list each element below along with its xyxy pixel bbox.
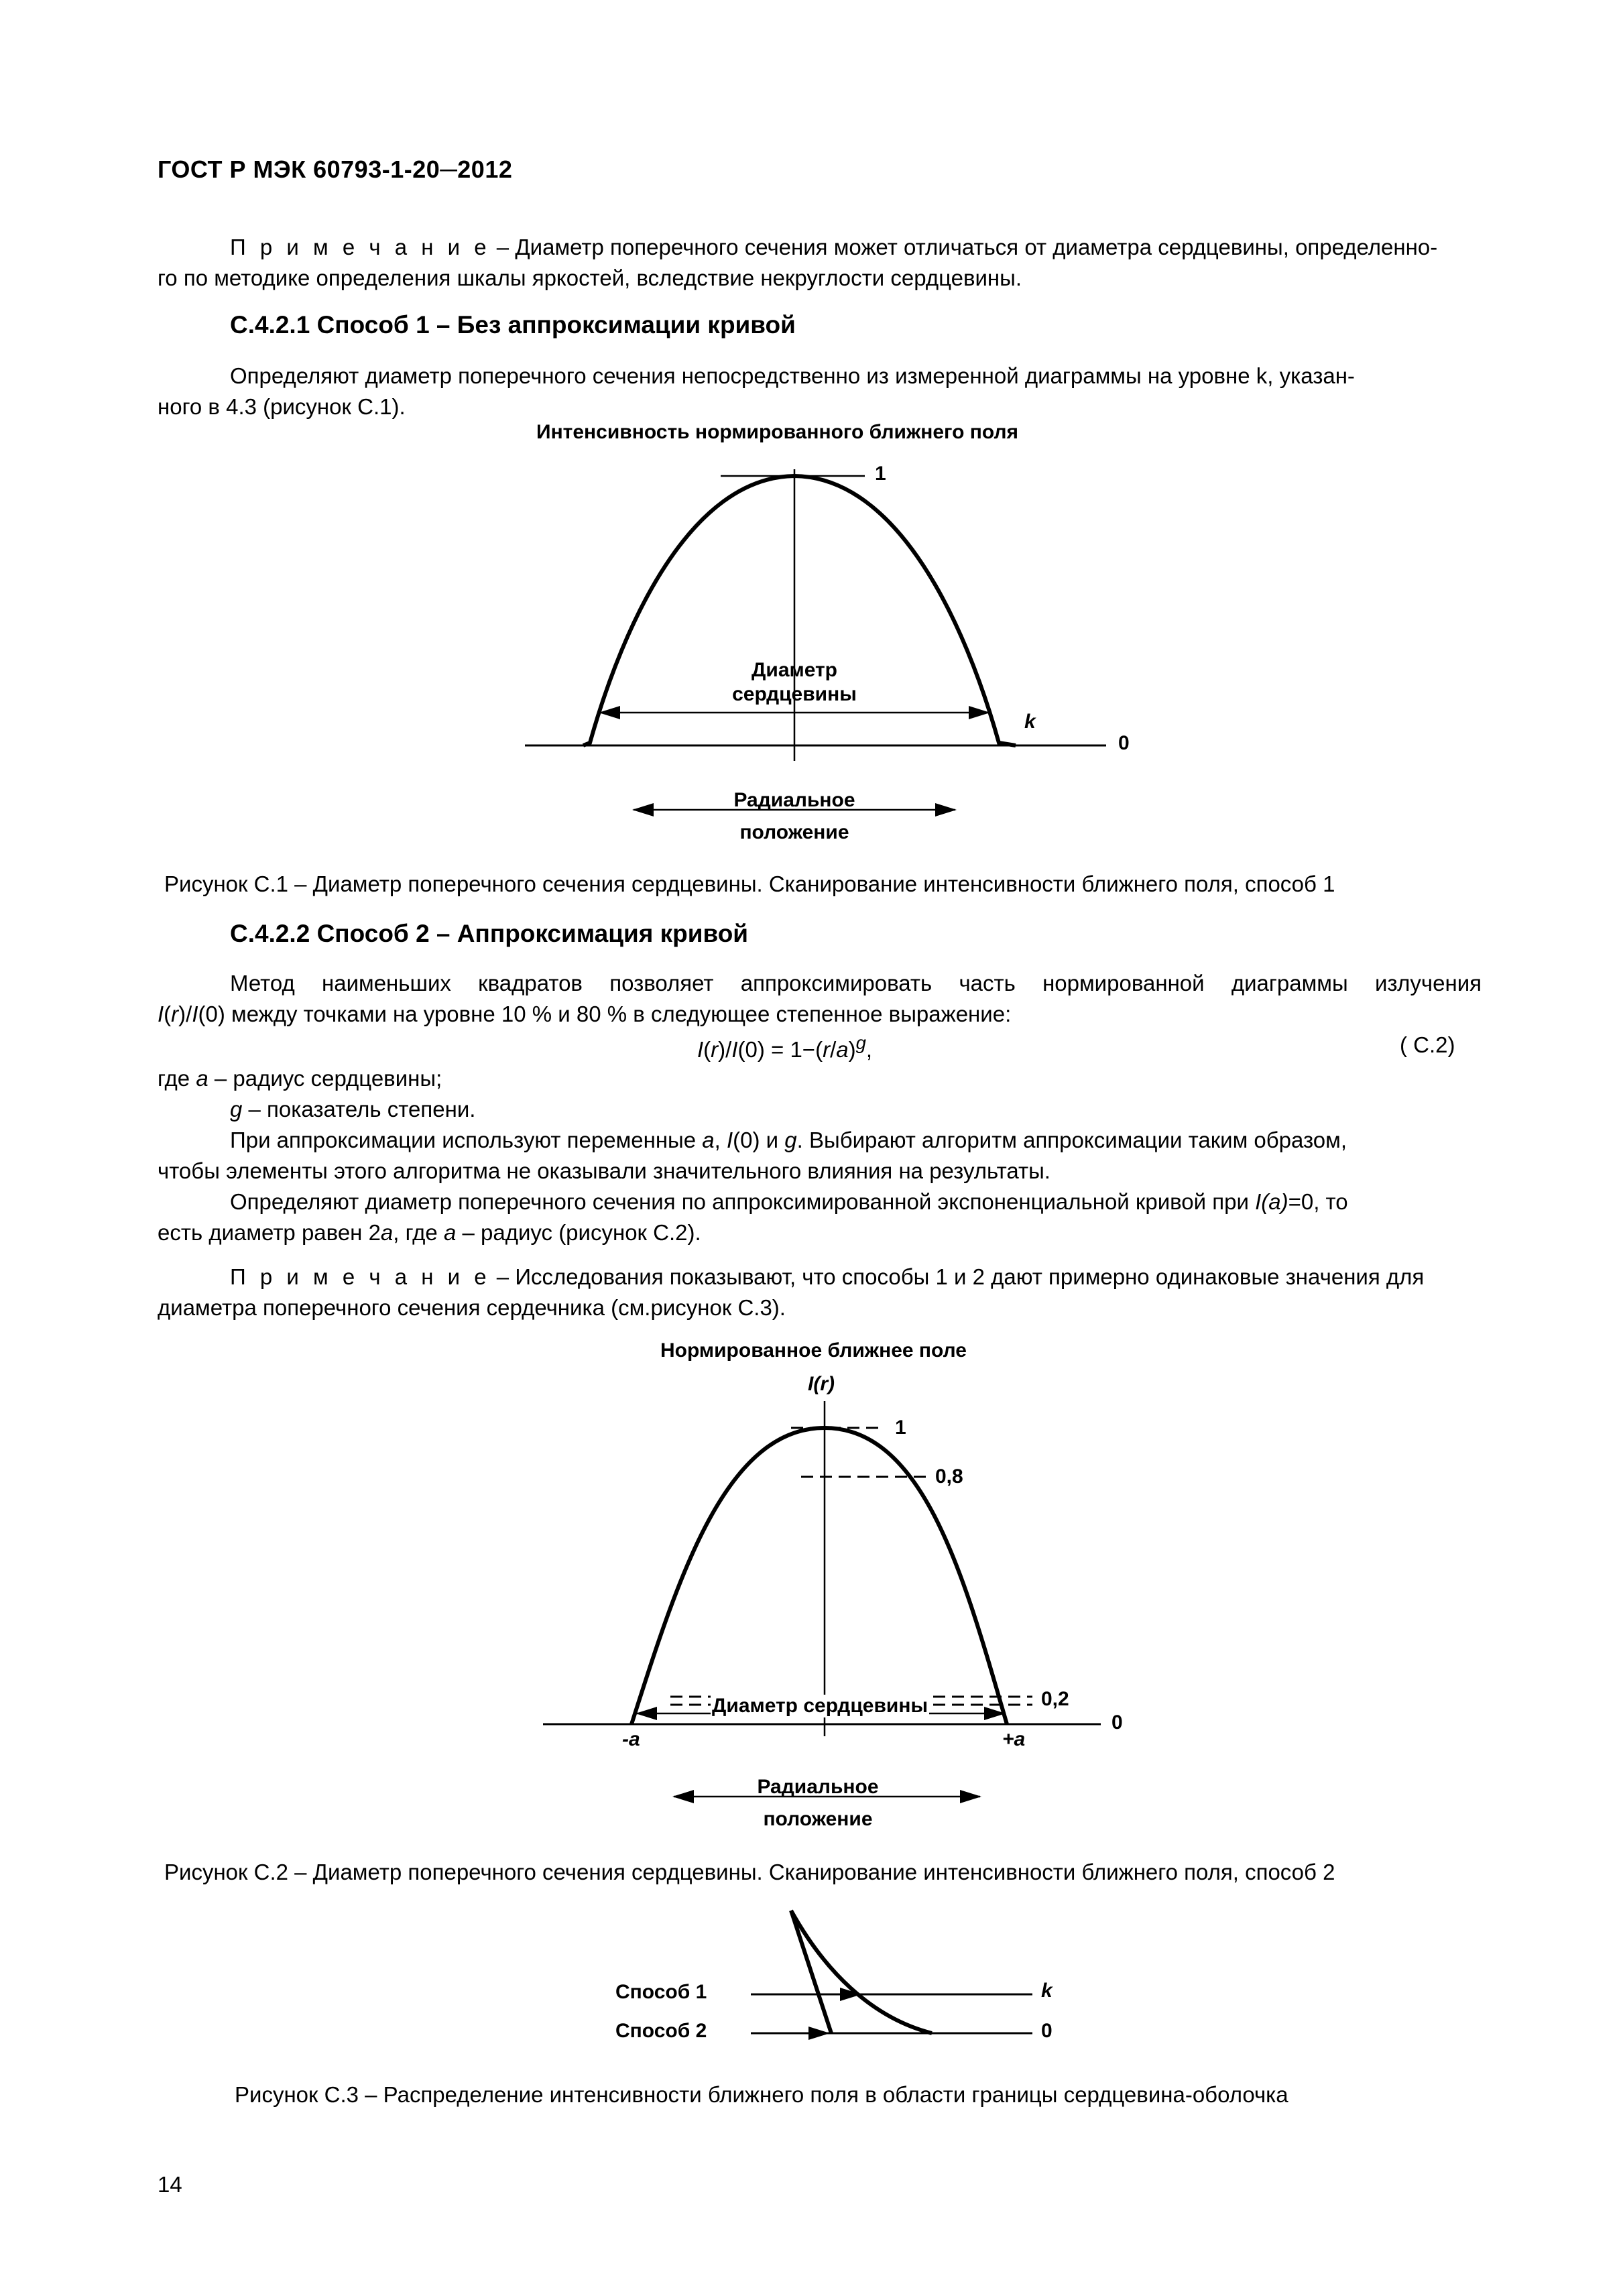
figure-3-caption: Рисунок С.3 – Распределение интенсивности ближнего поля в области границы сердцевина-оболочка xyxy=(235,2082,1288,2107)
section-1-para-line2: ного в 4.3 (рисунок С.1). xyxy=(158,394,406,419)
figure-2-label-02: 0,2 xyxy=(1041,1688,1069,1710)
figure-3-arrowhead-method-2 xyxy=(808,2027,830,2040)
figure-2-axis-label: I(r) xyxy=(808,1373,835,1395)
figure-3-label-k: k xyxy=(1041,1980,1053,2002)
figure-2-caption: Рисунок С.2 – Диаметр поперечного сечения сердцевины. Сканирование интенсивности ближнего поля, способ 2 xyxy=(164,1860,1335,1884)
section-2-heading: С.4.2.2 Способ 2 – Аппроксимация кривой xyxy=(230,920,749,947)
figure-1-label-one: 1 xyxy=(875,463,886,485)
figure-3-method-1-label: Способ 1 xyxy=(615,1981,707,2003)
section-2-para2-line2: чтобы элементы этого алгоритма не оказывали значительного влияния на результаты. xyxy=(158,1158,1050,1183)
figure-1-diameter-line1: Диаметр xyxy=(752,659,837,681)
page-number: 14 xyxy=(158,2172,182,2197)
figure-3-label-zero: 0 xyxy=(1041,2020,1053,2042)
figure-3-fit-line xyxy=(791,1911,831,2033)
figure-2-label-plus-a: +a xyxy=(1002,1728,1026,1750)
section-2-para1-line1: Метод наименьших квадратов позволяет аппроксимировать часть нормированной диаграммы излучения xyxy=(230,971,1482,995)
section-2-para3-line2: есть диаметр равен 2a, где a – радиус (рисунок С.2). xyxy=(158,1220,701,1245)
figure-1-radial-line1: Радиальное xyxy=(733,789,855,811)
figure-1-radial-line2: положение xyxy=(739,821,849,843)
figure-3-method-2-label: Способ 2 xyxy=(615,2020,707,2042)
equation-c2: $I(r)/I(0) = 1-(r/a)^g$, xyxy=(697,1032,873,1062)
figure-1-label-zero: 0 xyxy=(1118,732,1130,754)
section-1-para-line1: Определяют диаметр поперечного сечения непосредственно из измеренной диаграммы на уровне k, указан- xyxy=(230,363,1355,388)
section-2-para2-line1: При аппроксимации используют переменные a, I(0) и g. Выбирают алгоритм аппроксимации таким образом, xyxy=(230,1128,1347,1152)
figure-2-label-minus-a: -a xyxy=(622,1728,640,1750)
figure-1-label-k: k xyxy=(1024,711,1036,733)
figure-2-label-zero: 0 xyxy=(1111,1711,1123,1734)
section-2-para1-line2: I(r)/I(0) между точками на уровне 10 % и 80 % в следующее степенное выражение: xyxy=(158,1002,1012,1026)
figure-2-label-08: 0,8 xyxy=(935,1465,963,1488)
figure-1-title: Интенсивность нормированного ближнего поля xyxy=(536,421,1019,443)
note-2-text-line2: диаметра поперечного сечения сердечника (см.рисунок С.3). xyxy=(158,1295,786,1320)
figure-2-diameter-label: Диаметр сердцевины xyxy=(712,1695,928,1717)
where-g: g – показатель степени. xyxy=(230,1097,476,1122)
note-1-label: П р и м е ч а н и е xyxy=(230,235,491,259)
note-1-text-line1: – Диаметр поперечного сечения может отличаться от диаметра сердцевины, определенно- xyxy=(490,235,1438,259)
figure-2-radial-line1: Радиальное xyxy=(757,1776,879,1798)
section-1-heading: С.4.2.1 Способ 1 – Без аппроксимации кривой xyxy=(230,311,796,339)
figure-2-label-one: 1 xyxy=(895,1416,906,1439)
where-a: где a – радиус сердцевины; xyxy=(158,1066,442,1091)
figure-1-diameter-line2: сердцевины xyxy=(732,683,857,705)
note-2-label: П р и м е ч а н и е xyxy=(230,1264,491,1289)
note-2-text-line1: – Исследования показывают, что способы 1 и 2 дают примерно одинаковые значения для xyxy=(490,1264,1425,1289)
equation-number: ( С.2) xyxy=(1400,1032,1455,1057)
section-2-para3-line1: Определяют диаметр поперечного сечения по аппроксимированной экспоненциальной кривой при I(a)=0, то xyxy=(230,1189,1348,1214)
document-header: ГОСТ Р МЭК 60793-1-20─2012 xyxy=(158,156,513,183)
figure-2-radial-line2: положение xyxy=(763,1808,873,1830)
figure-2-title: Нормированное ближнее поле xyxy=(660,1339,967,1362)
note-1-text-line2: го по методике определения шкалы яркостей, вследствие некруглости сердцевины. xyxy=(158,265,1022,290)
figure-1-caption: Рисунок С.1 – Диаметр поперечного сечения сердцевины. Сканирование интенсивности ближнего поля, способ 1 xyxy=(164,871,1335,896)
